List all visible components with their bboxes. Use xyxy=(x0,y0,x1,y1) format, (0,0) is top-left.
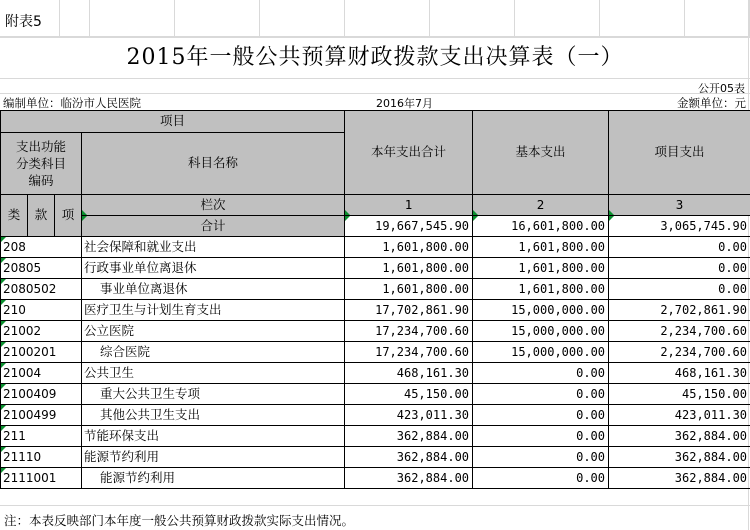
row-subject-name: 节能环保支出 xyxy=(82,426,345,447)
row-total-expense: 17,234,700.60 xyxy=(345,342,473,363)
form-code: 公开05表 xyxy=(698,82,745,95)
sum-basic: 16,601,800.00 xyxy=(473,216,609,237)
sum-label: 合计 xyxy=(82,216,345,237)
sum-project: 3,065,745.90 xyxy=(609,216,750,237)
header-column-index: 栏次 xyxy=(82,195,345,216)
row-basic-expense: 15,000,000.00 xyxy=(473,321,609,342)
header-func-code-line: 支出功能 xyxy=(15,139,66,154)
row-project-expense: 2,234,700.60 xyxy=(609,342,750,363)
table-row xyxy=(1,447,750,468)
header-category: 类 xyxy=(1,195,28,237)
row-project-expense: 45,150.00 xyxy=(609,384,750,405)
row-subject-name: 综合医院 xyxy=(82,342,345,363)
header-project-expense: 项目支出 xyxy=(609,111,750,195)
row-project-expense: 468,161.30 xyxy=(609,363,750,384)
table-row xyxy=(1,363,750,384)
row-basic-expense: 0.00 xyxy=(473,468,609,489)
money-unit: 金额单位：元 xyxy=(677,96,746,110)
header-total-expense: 本年支出合计 xyxy=(345,111,473,195)
row-total-expense: 423,011.30 xyxy=(345,405,473,426)
table-row xyxy=(1,300,750,321)
header-func-code-line: 编码 xyxy=(28,173,54,188)
row-total-expense: 1,601,800.00 xyxy=(345,258,473,279)
row-subject-name: 公共卫生 xyxy=(82,363,345,384)
table-row xyxy=(1,384,750,405)
table-row xyxy=(1,342,750,363)
row-project-expense: 0.00 xyxy=(609,258,750,279)
row-code: 2100499 xyxy=(1,405,82,426)
header-func-code-line: 分类科目 xyxy=(15,156,66,171)
row-basic-expense: 0.00 xyxy=(473,405,609,426)
row-code: 2111001 xyxy=(1,468,82,489)
row-project-expense: 362,884.00 xyxy=(609,447,750,468)
table-row xyxy=(1,405,750,426)
attachment-label: 附表5 xyxy=(5,14,42,30)
header-subject-name: 科目名称 xyxy=(82,133,345,195)
row-total-expense: 362,884.00 xyxy=(345,447,473,468)
row-project-expense: 362,884.00 xyxy=(609,468,750,489)
row-basic-expense: 0.00 xyxy=(473,384,609,405)
row-subject-name: 重大公共卫生专项 xyxy=(82,384,345,405)
header-item-short: 项 xyxy=(55,195,82,237)
row-basic-expense: 15,000,000.00 xyxy=(473,342,609,363)
header-func-code xyxy=(1,133,82,195)
header-basic-expense: 基本支出 xyxy=(473,111,609,195)
column-index-1: 1 xyxy=(345,195,473,216)
row-subject-name: 其他公共卫生支出 xyxy=(82,405,345,426)
header-item: 项目 xyxy=(1,111,345,133)
row-total-expense: 468,161.30 xyxy=(345,363,473,384)
row-basic-expense: 1,601,800.00 xyxy=(473,279,609,300)
row-total-expense: 362,884.00 xyxy=(345,468,473,489)
column-index-3: 3 xyxy=(609,195,750,216)
header-section: 款 xyxy=(28,195,55,237)
row-total-expense: 17,702,861.90 xyxy=(345,300,473,321)
row-project-expense: 362,884.00 xyxy=(609,426,750,447)
sum-total: 19,667,545.90 xyxy=(345,216,473,237)
row-subject-name: 公立医院 xyxy=(82,321,345,342)
table-row xyxy=(1,468,750,489)
row-total-expense: 362,884.00 xyxy=(345,426,473,447)
row-basic-expense: 0.00 xyxy=(473,426,609,447)
row-project-expense: 2,702,861.90 xyxy=(609,300,750,321)
row-total-expense: 17,234,700.60 xyxy=(345,321,473,342)
row-basic-expense: 0.00 xyxy=(473,447,609,468)
row-code: 208 xyxy=(1,237,82,258)
budget-table xyxy=(0,110,750,489)
grid-band xyxy=(0,0,750,37)
row-code: 21002 xyxy=(1,321,82,342)
row-total-expense: 1,601,800.00 xyxy=(345,237,473,258)
row-basic-expense: 15,000,000.00 xyxy=(473,300,609,321)
row-code: 2100201 xyxy=(1,342,82,363)
row-total-expense: 1,601,800.00 xyxy=(345,279,473,300)
row-project-expense: 423,011.30 xyxy=(609,405,750,426)
row-subject-name: 社会保障和就业支出 xyxy=(82,237,345,258)
table-row xyxy=(1,426,750,447)
compiling-unit: 编制单位：临汾市人民医院 xyxy=(3,96,141,110)
row-subject-name: 事业单位离退休 xyxy=(82,279,345,300)
row-subject-name: 行政事业单位离退休 xyxy=(82,258,345,279)
row-code: 211 xyxy=(1,426,82,447)
table-body xyxy=(1,237,750,489)
table-row xyxy=(1,258,750,279)
row-total-expense: 45,150.00 xyxy=(345,384,473,405)
table-row xyxy=(1,279,750,300)
row-subject-name: 医疗卫生与计划生育支出 xyxy=(82,300,345,321)
table-row xyxy=(1,237,750,258)
row-subject-name: 能源节约利用 xyxy=(82,468,345,489)
report-date: 2016年7月 xyxy=(376,97,433,110)
table-note: 注：本表反映部门本年度一般公共预算财政拨款实际支出情况。 xyxy=(4,513,355,528)
row-code: 2100409 xyxy=(1,384,82,405)
row-basic-expense: 0.00 xyxy=(473,363,609,384)
row-code: 21004 xyxy=(1,363,82,384)
row-project-expense: 0.00 xyxy=(609,279,750,300)
row-code: 20805 xyxy=(1,258,82,279)
page-title: 2015年一般公共预算财政拨款支出决算表（一） xyxy=(126,45,624,70)
grid-line xyxy=(0,505,750,506)
row-code: 21110 xyxy=(1,447,82,468)
row-code: 2080502 xyxy=(1,279,82,300)
column-index-2: 2 xyxy=(473,195,609,216)
row-code: 210 xyxy=(1,300,82,321)
row-basic-expense: 1,601,800.00 xyxy=(473,237,609,258)
table-row xyxy=(1,321,750,342)
row-project-expense: 0.00 xyxy=(609,237,750,258)
row-subject-name: 能源节约利用 xyxy=(82,447,345,468)
row-basic-expense: 1,601,800.00 xyxy=(473,258,609,279)
grid-line xyxy=(0,93,750,94)
row-project-expense: 2,234,700.60 xyxy=(609,321,750,342)
